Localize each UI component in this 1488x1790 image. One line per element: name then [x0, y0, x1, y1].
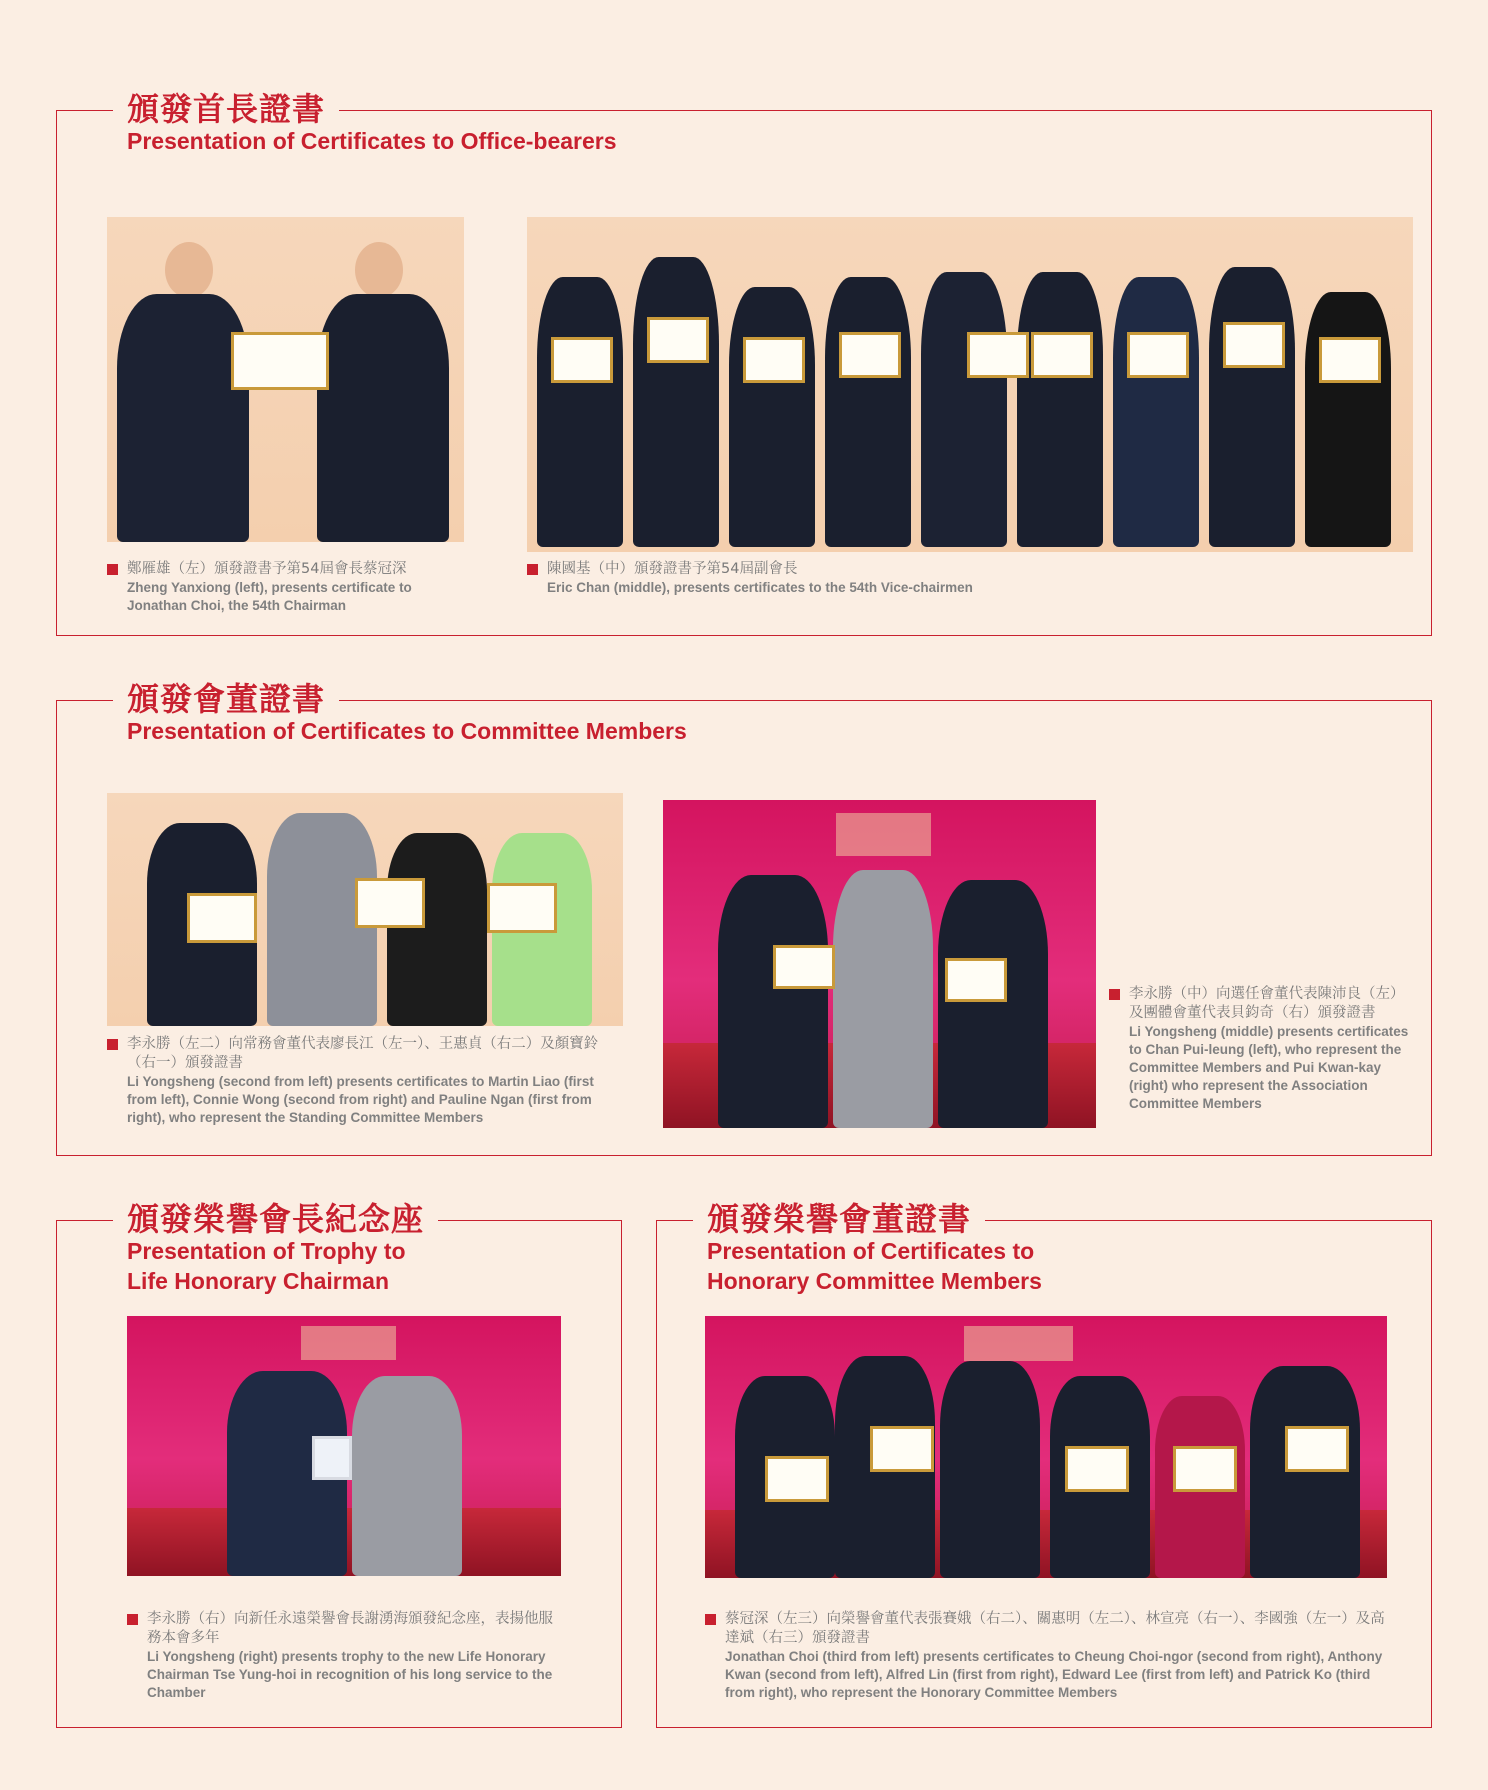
- section-title-en: Presentation of Certificates to Office-bearers: [127, 128, 617, 154]
- photo-honorary-committee: [705, 1316, 1387, 1578]
- photo-trophy: [127, 1316, 561, 1576]
- section-title-zh: 頒發榮譽會長紀念座: [113, 1198, 438, 1240]
- caption-trophy: 李永勝（右）向新任永遠榮譽會長謝湧海頒發紀念座，表揚他服務本會多年 Li Yongsheng (right) presents trophy to the new Life Honorary Chairman Tse Yung-hoi in recognition of his long service to the Chamber: [127, 1610, 567, 1702]
- caption-chairman: 鄭雁雄（左）頒發證書予第54屆會長蔡冠深 Zheng Yanxiong (left), presents certificate to Jonathan Choi, the 54th Chairman: [107, 560, 467, 615]
- photo-committee-association: [663, 800, 1096, 1128]
- photo-chairman-certificate: [107, 217, 464, 542]
- section-honorary-committee: [656, 1200, 1432, 1728]
- photo-vice-chairmen-certificates: [527, 217, 1413, 552]
- photo-standing-committee: [107, 793, 623, 1026]
- section-committee-members: [56, 680, 1432, 1156]
- section-title-zh: 頒發榮譽會董證書: [693, 1198, 985, 1240]
- section-office-bearers: [56, 90, 1432, 636]
- section-life-honorary-chairman: [56, 1200, 622, 1728]
- section-title-en: Presentation of Trophy to Life Honorary Chairman: [127, 1238, 406, 1294]
- section-title-zh: 頒發首長證書: [113, 88, 339, 130]
- section-title-en: Presentation of Certificates to Honorary Committee Members: [707, 1238, 1042, 1294]
- caption-standing-committee: 李永勝（左二）向常務會董代表廖長江（左一）、王惠貞（右二）及顏寶鈴（右一）頒發證書 Li Yongsheng (second from left) presents certificates to Martin Liao (first from left), Connie Wong (second from right) and Pauline Ngan (first from right), who represent the Standing Committee Members: [107, 1035, 627, 1127]
- caption-committee-association: 李永勝（中）向選任會董代表陳沛良（左）及團體會董代表貝鈞奇（右）頒發證書 Li Yongsheng (middle) presents certificates to Chan Pui-leung (left), who represent the Committee Members and Pui Kwan-kay (right) who represent the Association Committee Members: [1109, 985, 1409, 1113]
- caption-vice-chairmen: 陳國基（中）頒發證書予第54屆副會長 Eric Chan (middle), presents certificates to the 54th Vice-chairmen: [527, 560, 1127, 597]
- section-title-en: Presentation of Certificates to Committee Members: [127, 718, 687, 744]
- section-title-zh: 頒發會董證書: [113, 678, 339, 720]
- caption-honorary-committee: 蔡冠深（左三）向榮譽會董代表張賽娥（右二）、關惠明（左二）、林宣亮（右一）、李國強（左一）及高達斌（右三）頒發證書 Jonathan Choi (third from left) presents certificates to Cheung Choi-ngor (second from right), Anthony Kwan (second from left), Alfred Lin (first from right), Edward Lee (first from left) and Patrick Ko (third from right), who represent the Honorary Committee Members: [705, 1610, 1395, 1702]
